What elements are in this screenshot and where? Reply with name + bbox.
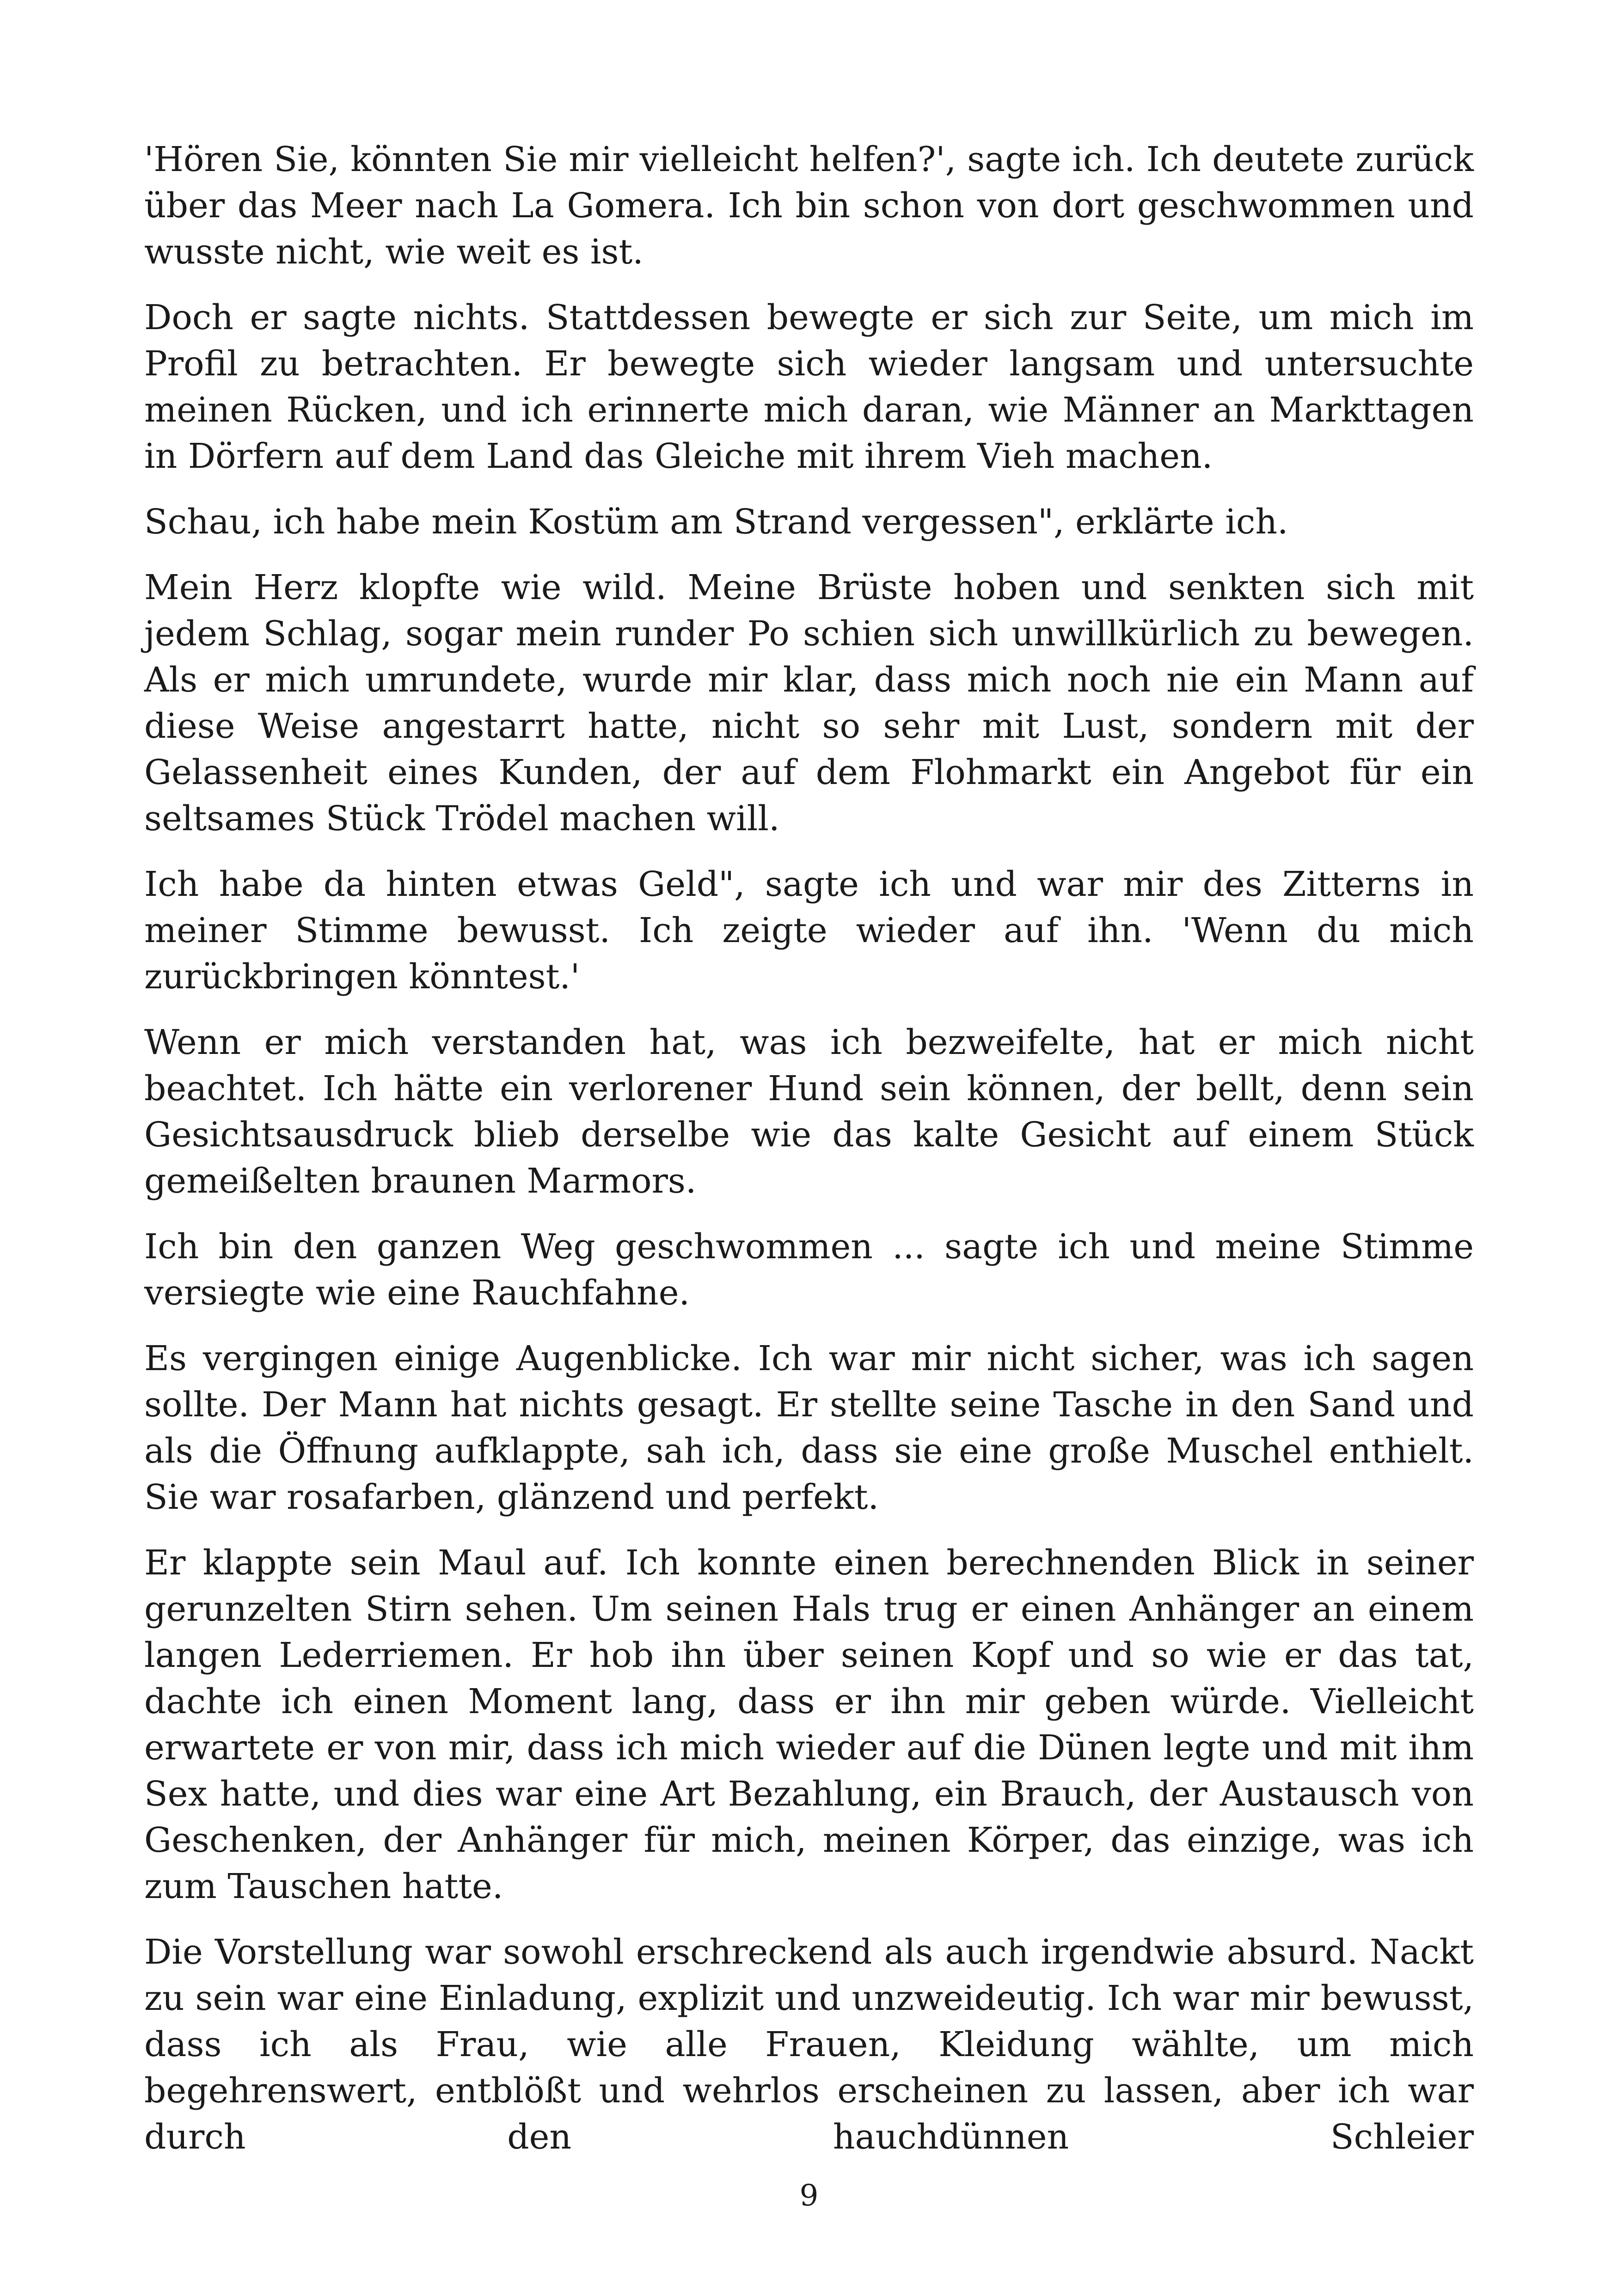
paragraph-8: Es vergingen einige Augenblicke. Ich war mir nicht sicher, was ich sagen sollte. Der Mann hat nichts gesagt. Er stellte seine Tasche in den Sand und als die Öffnung aufklappte, sah ich, dass sie eine große Muschel enthielt. Sie war rosafarben, glänzend und perfekt. — [144, 1339, 1474, 1517]
paragraph-4: Mein Herz klopfte wie wild. Meine Brüste hoben und senkten sich mit jedem Schlag, sogar mein runder Po schien sich unwillkürlich zu bewegen. Als er mich umrundete, wurde mir klar, dass mich noch nie ein Mann auf diese Weise angestarrt hatte, nicht so sehr mit Lust, sondern mit der Gelassenheit eines Kunden, der auf dem Flohmarkt ein Angebot für ein seltsames Stück Trödel machen will. — [144, 568, 1474, 839]
paragraph-3: Schau, ich habe mein Kostüm am Strand vergessen", erklärte ich. — [144, 502, 1288, 542]
paragraph-10: Die Vorstellung war sowohl erschreckend als auch irgendwie absurd. Nackt zu sein war eine Einladung, explizit und unzweideutig. Ich war mir bewusst, dass ich als Frau, wie alle Frauen, Kleidung wählte, um mich begehrenswert, entblößt und wehrlos erscheinen zu lassen, aber ich war durch den hauchdünnen Schleier — [144, 1932, 1474, 2157]
paragraph-6: Wenn er mich verstanden hat, was ich bezweifelte, hat er mich nicht beachtet. Ich hätte ein verlorener Hund sein können, der bellt, denn sein Gesichtsausdruck blieb derselbe wie das kalte Gesicht auf einem Stück gemeißelten braunen Marmors. — [144, 1022, 1474, 1201]
paragraph-5: Ich habe da hinten etwas Geld", sagte ich und war mir des Zitterns in meiner Stimme bewusst. Ich zeigte wieder auf ihn. 'Wenn du mich zurückbringen könntest.' — [144, 864, 1474, 997]
paragraph-9: Er klappte sein Maul auf. Ich konnte einen berechnenden Blick in seiner gerunzelten Stirn sehen. Um seinen Hals trug er einen Anhänger an einem langen Lederriemen. Er hob ihn über seinen Kopf und so wie er das tat, dachte ich einen Moment lang, dass er ihn mir geben würde. Vielleicht erwartete er von mir, dass ich mich wieder auf die Dünen legte und mit ihm Sex hatte, und dies war eine Art Bezahlung, ein Brauch, der Austausch von Geschenken, der Anhänger für mich, meinen Körper, das einzige, was ich zum Tauschen hatte. — [144, 1543, 1474, 1906]
page-number: 9 — [799, 2179, 819, 2213]
paragraph-7: Ich bin den ganzen Weg geschwommen ... sagte ich und meine Stimme versiegte wie eine Rauchfahne. — [144, 1227, 1474, 1313]
paragraph-1: 'Hören Sie, könnten Sie mir vielleicht helfen?', sagte ich. Ich deutete zurück über das Meer nach La Gomera. Ich bin schon von dort geschwommen und wusste nicht, wie weit es ist. — [144, 140, 1474, 272]
paragraph-2: Doch er sagte nichts. Stattdessen bewegte er sich zur Seite, um mich im Profil zu betrachten. Er bewegte sich wieder langsam und untersuchte meinen Rücken, und ich erinnerte mich daran, wie Männer an Markttagen in Dörfern auf dem Land das Gleiche mit ihrem Vieh machen. — [144, 298, 1474, 476]
